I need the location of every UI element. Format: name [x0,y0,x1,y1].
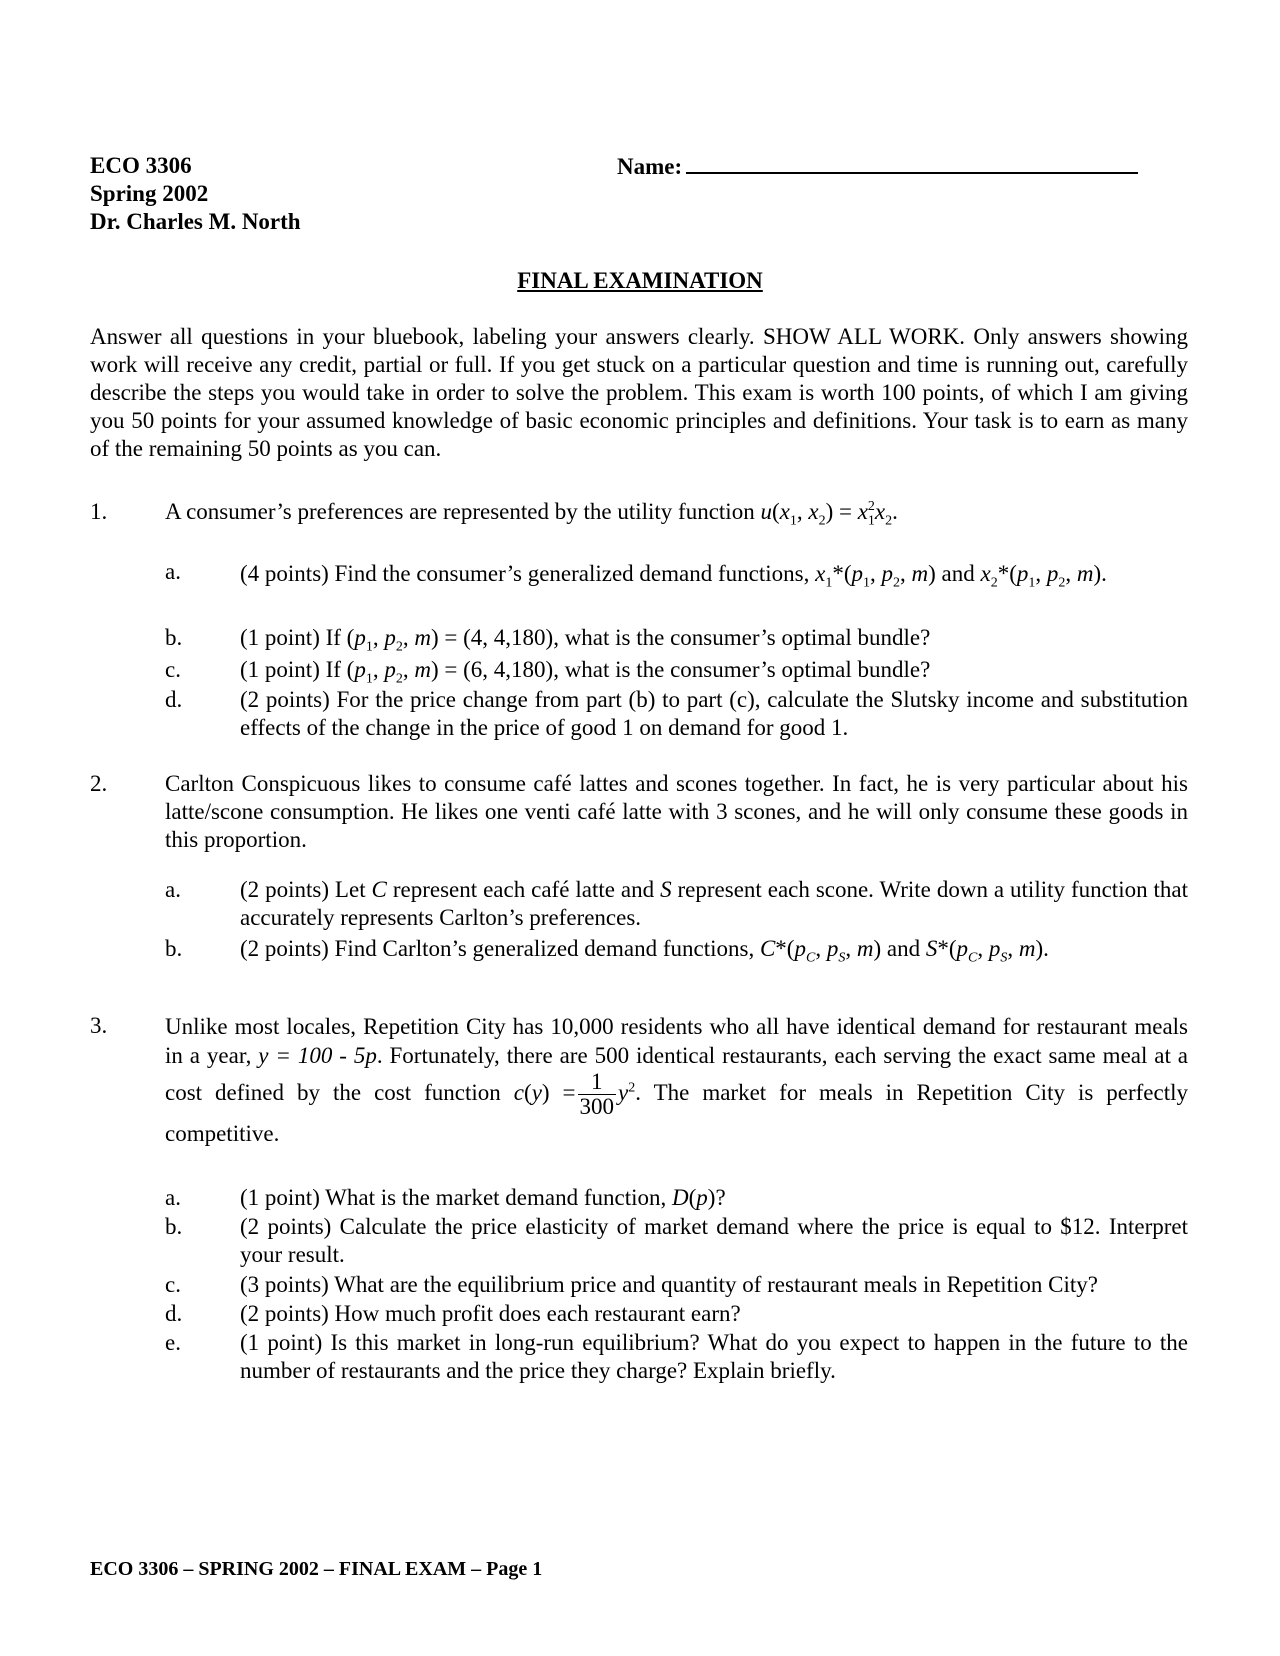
part-text: (2 points) Find Carlton’s generalized demand functions, [240,936,755,961]
part-text: (1 point) Is this market in long-run equilibrium? What do you expect to happen in the future to the number of restaurants and the price they charge? Explain briefly. [240,1330,1188,1383]
cost-function-formula: c(y) = $\frac{1}{300}$ $y^2$ [513,1069,636,1119]
part-text: (1 point) What is the market demand function, [240,1185,667,1210]
part-label: b. [165,625,183,650]
term: Spring 2002 [90,181,209,206]
question-3b [165,1213,1188,1269]
course-header [90,152,301,236]
question-number: 1. [90,499,108,524]
question-number: 2. [90,771,108,796]
question-text: A consumer’s preferences are represented by the utility function [165,499,755,524]
page-footer: ECO 3306 – SPRING 2002 – FINAL EXAM – Page 1 [90,1558,543,1580]
part-label: e. [165,1330,181,1355]
part-label: b. [165,936,183,961]
course-code: ECO 3306 [90,153,192,178]
part-text: (4 points) Find the consumer’s generalized demand functions, [240,561,810,586]
individual-demand-formula: y = 100 - 5p [258,1043,377,1068]
question-3c [165,1271,1188,1299]
demand-x1-formula: $x_1*(p_1$, $p_2$, m) [815,561,936,591]
var-c: C [371,877,387,902]
market-demand-formula: D(p) [672,1185,716,1210]
name-field [617,152,1138,181]
part-text: , what is the consumer’s optimal bundle? [553,657,931,682]
question-3a [165,1184,1188,1212]
question-2 [90,770,1188,854]
demand-c-formula: $C*(p_C$, $p_S$, m) [759,936,882,966]
question-1c [165,656,1188,687]
part-label: d. [165,1301,183,1326]
part-label: d. [165,687,183,712]
question-1d [165,686,1188,742]
instructions: Answer all questions in your bluebook, labeling your answers clearly. SHOW ALL WORK. Only answers showing work will receive any credit, partial or full. If you get stuck on a particular question and time is running out, carefully describe the steps you would take in order to solve the problem. This exam is worth 100 points, of which I am giving you 50 points for your assumed knowledge of basic economic principles and definitions. Your task is to earn as many of the remaining 50 points as you can. [90,324,1188,461]
demand-s-formula: $S*(p_C$, $p_S$, m). [925,936,1049,966]
name-blank-line [686,152,1138,174]
part-label: c. [165,1272,181,1297]
var-s: S [660,877,672,902]
demand-x2-formula: $x_2*(p_1$, $p_2$, m). [980,561,1107,591]
name-label: Name: [617,154,683,179]
part-text: (2 points) How much profit does each restaurant earn? [240,1301,741,1326]
part-text-and: and [941,561,975,586]
question-text: . The market for meals in Repetition City is perfectly competitive. [165,1079,1189,1146]
part-label: a. [165,877,181,902]
question-2a [165,876,1188,932]
question-text: Unlike most locales, Repetition City has 10,000 residents who all have identical demand for restaurant meals in a year, [165,1014,1188,1068]
question-number: 3. [90,1013,108,1038]
part-label: b. [165,1214,183,1239]
question-1 [90,498,1188,529]
question-3e [165,1329,1188,1385]
part-text: ? [715,1185,726,1210]
fraction-denominator: 300 [579,1094,615,1119]
part-text: represent each café latte and [392,877,655,902]
part-text-and: and [886,936,921,961]
utility-function-formula: $u(x_1$, $x_2) = x_1^2x_2$. [760,499,898,529]
part-text: represent each scone. Write down a utility function that accurately represents Carlton’s preferences. [240,877,1189,930]
price-income-formula: ($p_1$, $p_2$, m) = (6, 4,180) [346,657,554,687]
part-label: c. [165,657,181,682]
question-3d [165,1300,1188,1328]
fraction-numerator: 1 [578,1070,617,1095]
part-text: (2 points) Calculate the price elasticity of market demand where the price is equal to $12. Interpret your result. [240,1214,1188,1267]
part-text: (1 point) If [240,625,341,650]
page-title: FINAL EXAMINATION [517,268,763,293]
question-3 [90,1012,1188,1148]
question-2b [165,935,1188,966]
question-1a [165,558,1188,589]
part-text: (1 point) If [240,657,341,682]
instructor: Dr. Charles M. North [90,209,301,234]
part-label: a. [165,559,181,584]
part-text: , what is the consumer’s optimal bundle? [553,625,931,650]
part-text: (3 points) What are the equilibrium price and quantity of restaurant meals in Repetition City? [240,1272,1099,1297]
part-label: a. [165,1185,181,1210]
question-text: Carlton Conspicuous likes to consume café lattes and scones together. In fact, he is very particular about his latte/scone consumption. He likes one venti café latte with 3 scones, and he will only consume these goods in this proportion. [165,771,1188,852]
part-text: (2 points) Let [240,877,366,902]
question-text: . Fortunately, there are 500 identical restaurants, each serving the exact same meal at a cost defined by the cost function [165,1043,1189,1105]
part-text: (2 points) For the price change from part (b) to part (c), calculate the Slutsky income and substitution effects of the change in the price of good 1 on demand for good 1. [240,687,1188,740]
question-1b [165,624,1188,655]
price-income-formula: ($p_1$, $p_2$, m) = (4, 4,180) [346,625,554,655]
